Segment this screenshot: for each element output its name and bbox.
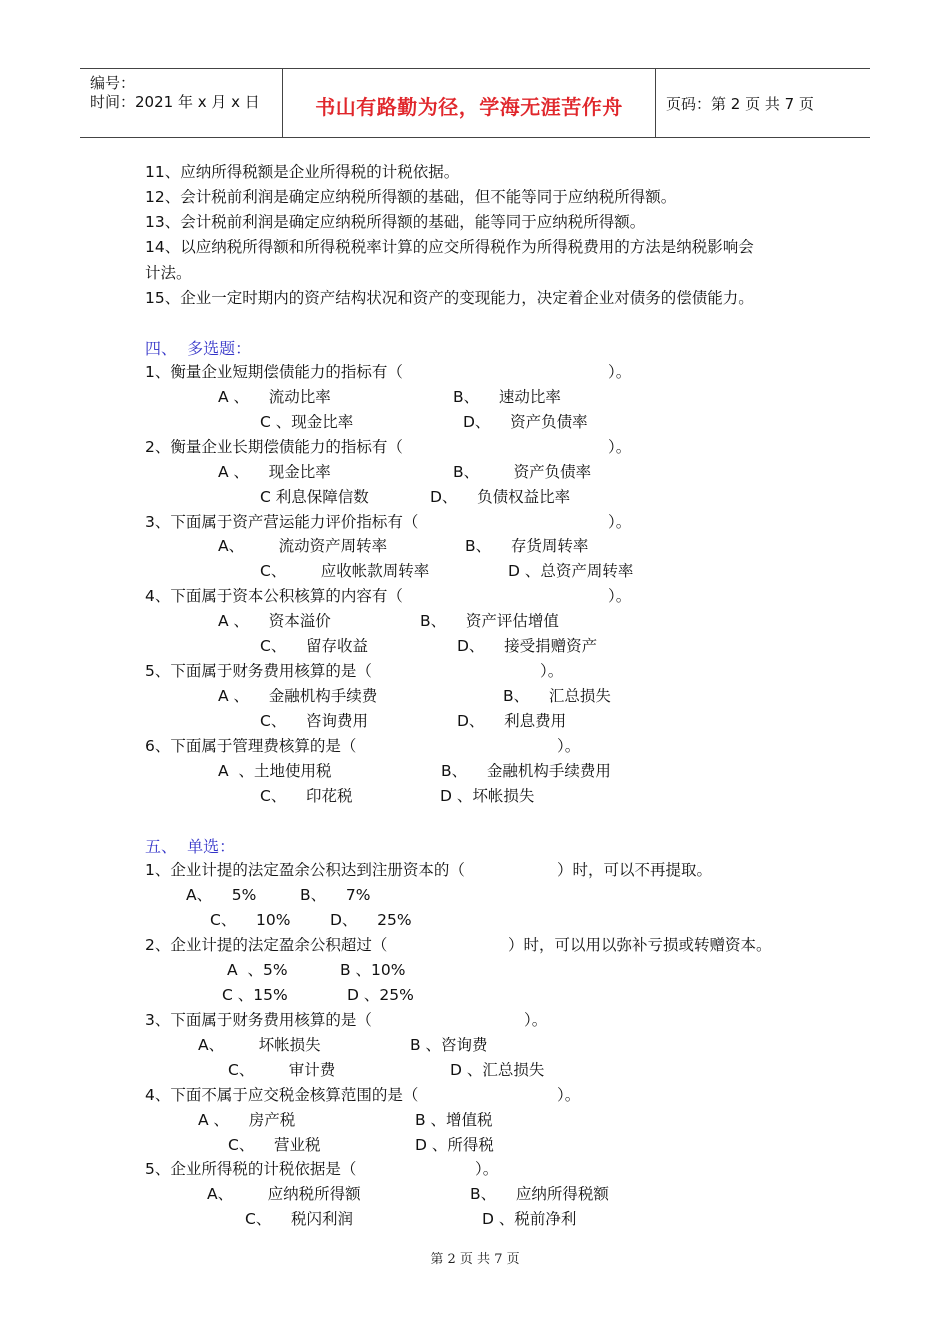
option-c: C、 应收帐款周转率 <box>260 562 430 580</box>
option-b: B 、增值税 <box>415 1111 493 1129</box>
tf-item: 13、会计税前利润是确定应纳税所得额的基础，能等同于应纳税所得额。 <box>145 213 646 231</box>
question-stem: 4、下面不属于应交税金核算范围的是（ <box>145 1086 419 1104</box>
option-b: B、 金融机构手续费用 <box>441 762 611 780</box>
option-c: C、 审计费 <box>228 1061 336 1079</box>
option-b: B、 存货周转率 <box>465 537 589 555</box>
option-a: A 、5% <box>227 961 288 979</box>
option-d: D 、所得税 <box>415 1136 494 1154</box>
question-stem: 1、衡量企业短期偿债能力的指标有（ <box>145 363 403 381</box>
question-close: ）。 <box>540 662 564 680</box>
option-d: D 、坏帐损失 <box>440 787 535 805</box>
question-close: ）。 <box>608 363 632 381</box>
option-a: A、 应纳税所得额 <box>207 1185 361 1203</box>
tf-item: 12、会计税前利润是确定应纳税所得额的基础，但不能等同于应纳税所得额。 <box>145 188 677 206</box>
question-stem: 5、下面属于财务费用核算的是（ <box>145 662 372 680</box>
question-stem: 5、企业所得税的计税依据是（ <box>145 1160 357 1178</box>
question-close: ）时，可以用以弥补亏损或转赠资本。 <box>508 936 772 954</box>
option-b: B、 资产负债率 <box>453 463 592 481</box>
option-c: C、 税闪利润 <box>245 1210 354 1228</box>
option-a: A 、 流动比率 <box>218 388 331 406</box>
header-info-cell <box>80 69 282 137</box>
time-label: 时间：2021 年 x 月 x 日 <box>90 93 260 111</box>
question-close: ）时，可以不再提取。 <box>557 861 713 879</box>
option-c: C 利息保障信数 <box>260 488 369 506</box>
option-d: D 、汇总损失 <box>450 1061 545 1079</box>
question-close: ）。 <box>608 438 632 456</box>
section-title-single-choice: 五、 单选： <box>145 837 236 856</box>
question-stem: 2、衡量企业长期偿债能力的指标有（ <box>145 438 403 456</box>
option-d: D 、税前净利 <box>482 1210 577 1228</box>
slogan: 书山有路勤为径，学海无涯苦作舟 <box>315 95 623 119</box>
header-page-cell <box>656 69 870 137</box>
question-close: ）。 <box>608 513 632 531</box>
option-d: D、 负债权益比率 <box>430 488 571 506</box>
option-b: B 、10% <box>340 961 406 979</box>
option-d: D、 接受捐赠资产 <box>457 637 598 655</box>
option-c: C、 咨询费用 <box>260 712 369 730</box>
option-c: C、 留存收益 <box>260 637 369 655</box>
option-b: B、 速动比率 <box>453 388 561 406</box>
tf-item-continued: 计法。 <box>145 264 192 282</box>
option-b: B、 汇总损失 <box>503 687 611 705</box>
header-slogan-cell <box>282 69 656 137</box>
option-a: A、 流动资产周转率 <box>218 537 388 555</box>
question-close: ）。 <box>524 1011 548 1029</box>
option-c: C 、15% <box>222 986 288 1004</box>
option-c: C、 10% <box>210 911 291 929</box>
option-d: D 、25% <box>347 986 414 1004</box>
question-stem: 6、下面属于管理费核算的是（ <box>145 737 357 755</box>
option-c: C、 营业税 <box>228 1136 321 1154</box>
tf-item: 14、以应纳税所得额和所得税税率计算的应交所得税作为所得税费用的方法是纳税影响会 <box>145 238 754 256</box>
option-c: C、 印花税 <box>260 787 353 805</box>
question-close: ）。 <box>475 1160 499 1178</box>
tf-item: 11、应纳所得税额是企业所得税的计税依据。 <box>145 163 460 181</box>
document-header <box>80 68 870 138</box>
question-close: ）。 <box>557 737 581 755</box>
option-a: A 、土地使用税 <box>218 762 332 780</box>
question-close: ）。 <box>557 1086 581 1104</box>
option-c: C 、现金比率 <box>260 413 354 431</box>
option-b: B、 7% <box>300 886 371 904</box>
option-d: D、 利息费用 <box>457 712 567 730</box>
option-a: A 、 房产税 <box>198 1111 296 1129</box>
page-footer: 第 2 页 共 7 页 <box>430 1252 520 1267</box>
option-a: A 、 金融机构手续费 <box>218 687 378 705</box>
question-stem: 1、企业计提的法定盈余公积达到注册资本的（ <box>145 861 465 879</box>
section-title-multiple-choice: 四、 多选题： <box>145 339 252 358</box>
page-label: 页码：第 2 页 共 7 页 <box>666 95 814 113</box>
option-b: B、 应纳所得税额 <box>470 1185 609 1203</box>
option-b: B 、咨询费 <box>410 1036 488 1054</box>
option-d: D 、总资产周转率 <box>508 562 634 580</box>
question-stem: 4、下面属于资本公积核算的内容有（ <box>145 587 403 605</box>
tf-item: 15、企业一定时期内的资产结构状况和资产的变现能力，决定着企业对债务的偿债能力。 <box>145 289 754 307</box>
question-close: ）。 <box>608 587 632 605</box>
option-b: B、 资产评估增值 <box>420 612 559 630</box>
option-a: A 、 资本溢价 <box>218 612 331 630</box>
option-d: D、 25% <box>330 911 412 929</box>
question-stem: 3、下面属于财务费用核算的是（ <box>145 1011 372 1029</box>
option-a: A、 坏帐损失 <box>198 1036 321 1054</box>
option-d: D、 资产负债率 <box>463 413 588 431</box>
option-a: A 、 现金比率 <box>218 463 331 481</box>
number-label: 编号： <box>90 74 136 92</box>
question-stem: 2、企业计提的法定盈余公积超过（ <box>145 936 388 954</box>
option-a: A、 5% <box>186 886 257 904</box>
question-stem: 3、下面属于资产营运能力评价指标有（ <box>145 513 419 531</box>
